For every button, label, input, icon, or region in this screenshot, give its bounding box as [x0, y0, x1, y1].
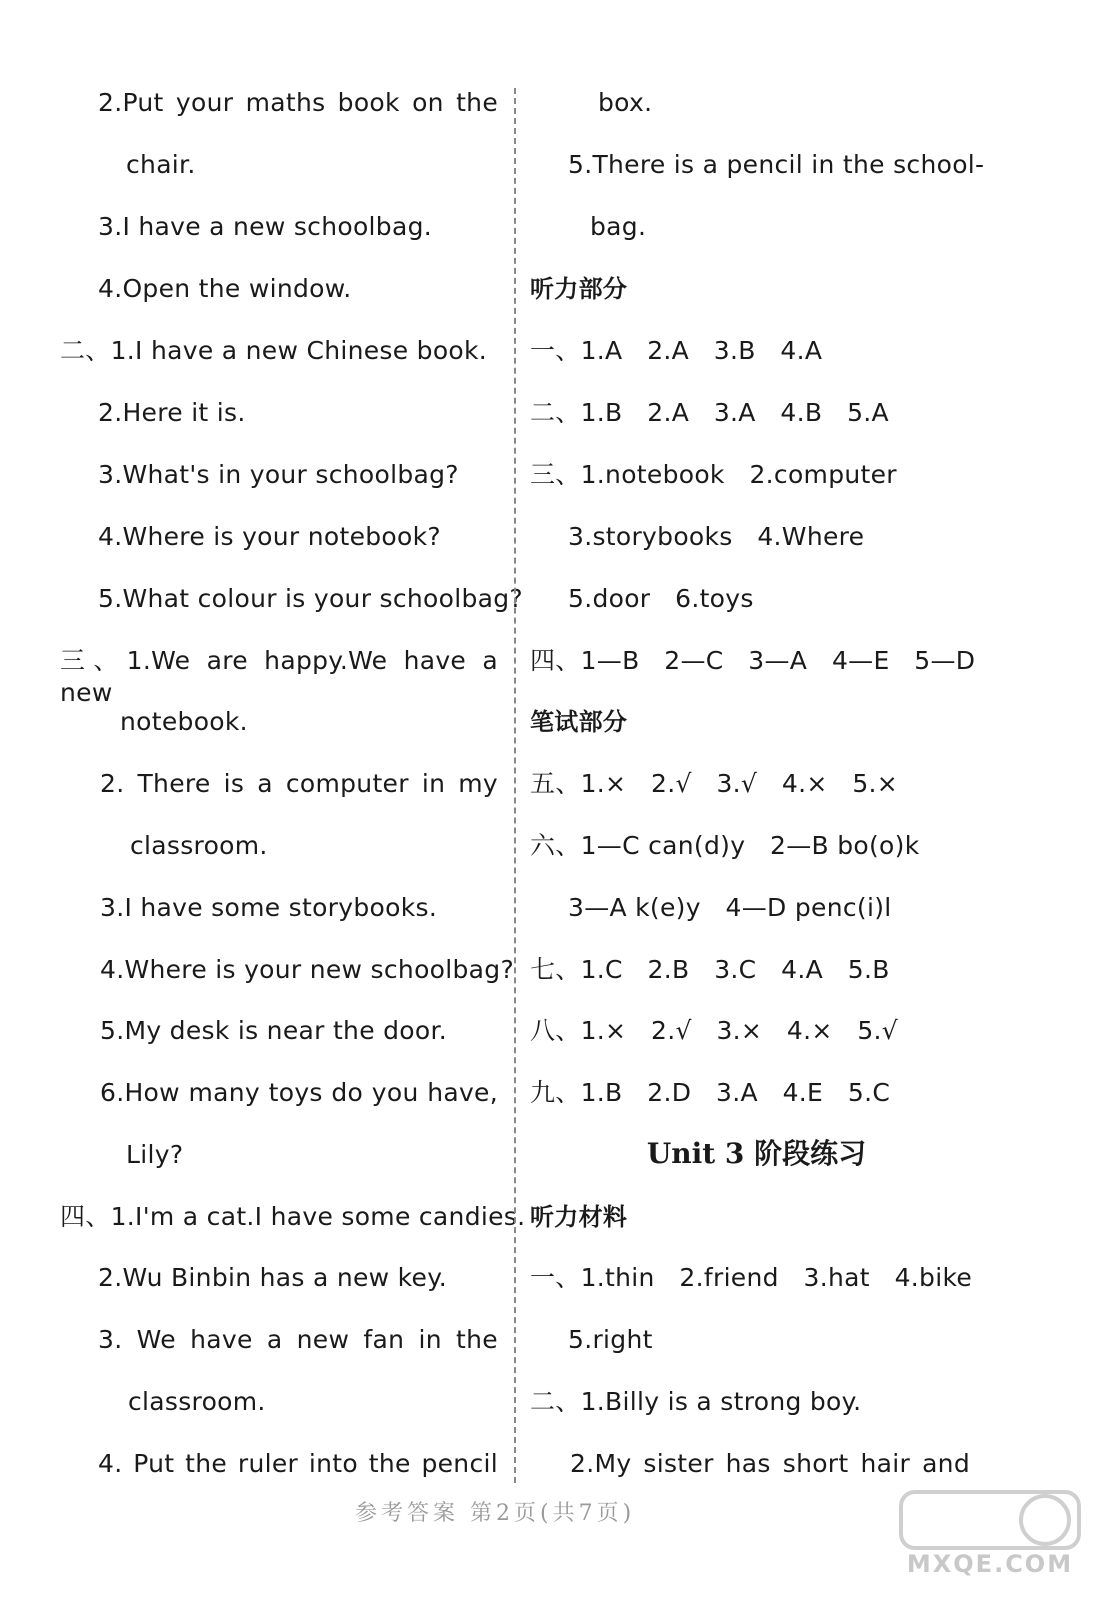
section-heading: 听力部分	[530, 275, 628, 303]
answer-line: 3.What's in your schoolbag?	[98, 460, 459, 489]
watermark-site: MXQE.COM	[906, 1550, 1074, 1578]
answer-line: 3.storybooks 4.Where	[568, 522, 865, 551]
section-line: 二、1.I have a new Chinese book.	[60, 336, 488, 365]
answer-line: box.	[598, 88, 653, 117]
section-heading: 听力材料	[530, 1203, 628, 1231]
answer-line: 5.right	[568, 1325, 653, 1354]
answer-line: bag.	[590, 212, 647, 241]
answer-line: notebook.	[120, 707, 248, 736]
answer-line: 4. Put the ruler into the pencil	[98, 1449, 498, 1478]
answer-line: 3. We have a new fan in the	[98, 1325, 498, 1354]
section-line: 三、1.notebook 2.computer	[530, 460, 897, 489]
answer-line: 5.My desk is near the door.	[100, 1016, 448, 1045]
section-line: 四、1.I'm a cat.I have some candies.	[60, 1202, 526, 1231]
section-line: 九、1.B 2.D 3.A 4.E 5.C	[530, 1078, 891, 1107]
answer-line: 6.How many toys do you have,	[100, 1078, 498, 1107]
answer-line: 4.Where is your notebook?	[98, 522, 441, 551]
answer-line: 2.Here it is.	[98, 398, 246, 427]
watermark-badge-icon	[895, 1488, 1085, 1558]
section-line: 四、1—B 2—C 3—A 4—E 5—D	[530, 646, 976, 675]
section-line: 一、1.thin 2.friend 3.hat 4.bike	[530, 1263, 973, 1292]
answer-line: 5.What colour is your schoolbag?	[98, 584, 523, 613]
answer-line: 2. There is a computer in my	[100, 769, 498, 798]
answer-line: 4.Where is your new schoolbag?	[100, 955, 515, 984]
page-footer: 参考答案 第2页(共7页)	[355, 1501, 636, 1526]
answer-line: 4.Open the window.	[98, 274, 352, 303]
left-column	[0, 0, 526, 1530]
section-line: 五、1.× 2.√ 3.√ 4.× 5.×	[530, 769, 899, 798]
right-column	[520, 0, 1093, 1530]
answer-line: 2.Put your maths book on the	[98, 88, 498, 117]
answer-line: Lily?	[126, 1140, 184, 1169]
answer-line: 3.I have some storybooks.	[100, 893, 438, 922]
section-line: 七、1.C 2.B 3.C 4.A 5.B	[530, 955, 890, 984]
unit-title: Unit 3 阶段练习	[646, 1137, 867, 1170]
section-line: 二、1.Billy is a strong boy.	[530, 1387, 862, 1416]
answer-line: classroom.	[128, 1387, 266, 1416]
column-divider	[514, 88, 516, 1483]
answer-line: 3—A k(e)y 4—D penc(i)l	[568, 893, 892, 922]
answer-line: 2.Wu Binbin has a new key.	[98, 1263, 447, 1292]
answer-line: 5.There is a pencil in the school-	[568, 150, 985, 179]
answer-line: classroom.	[130, 831, 268, 860]
watermark-logo	[895, 1488, 1085, 1588]
section-heading: 笔试部分	[530, 708, 628, 736]
section-line: 三、1.We are happy.We have a new	[60, 646, 498, 707]
answer-line: chair.	[126, 150, 196, 179]
section-line: 八、1.× 2.√ 3.× 4.× 5.√	[530, 1016, 899, 1045]
answer-line: 3.I have a new schoolbag.	[98, 212, 433, 241]
section-line: 二、1.B 2.A 3.A 4.B 5.A	[530, 398, 889, 427]
answer-line: 2.My sister has short hair and	[570, 1449, 970, 1478]
section-line: 一、1.A 2.A 3.B 4.A	[530, 336, 823, 365]
answer-line: 5.door 6.toys	[568, 584, 754, 613]
section-line: 六、1—C can(d)y 2—B bo(o)k	[530, 831, 920, 860]
